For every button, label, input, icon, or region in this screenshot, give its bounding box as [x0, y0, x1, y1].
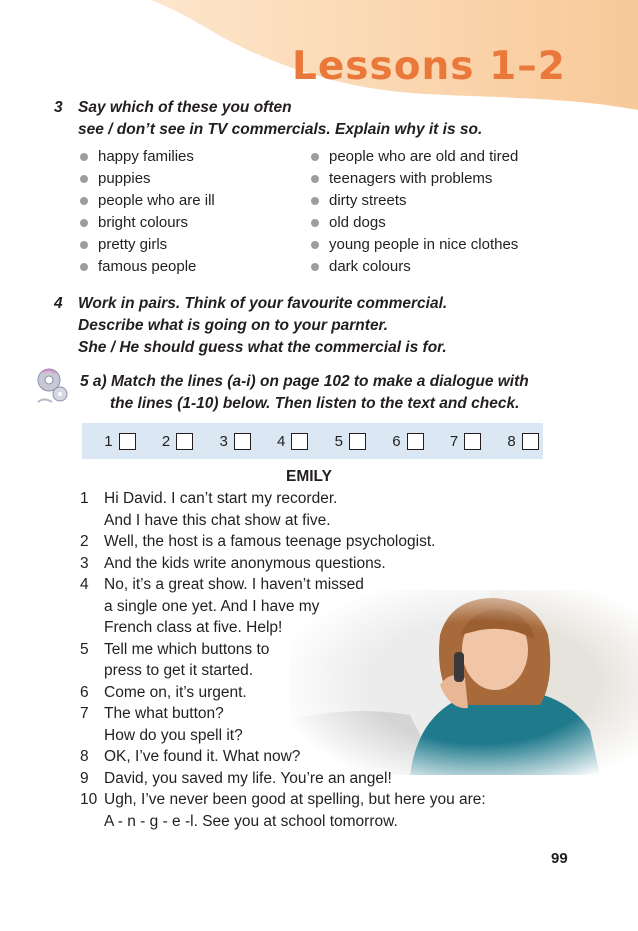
answer-box[interactable]: [485, 433, 543, 450]
dialogue-line: [80, 488, 540, 531]
line-number: 7: [80, 705, 89, 722]
answer-number: 1: [104, 432, 113, 450]
line-text: Come on, it’s urgent.: [104, 683, 247, 701]
dialogue-line: [80, 531, 540, 553]
list-item: dirty streets: [309, 190, 518, 212]
list-item: people who are ill: [78, 190, 215, 212]
dialogue-lines: [80, 488, 540, 832]
checkbox[interactable]: [291, 433, 308, 450]
line-text: Tell me which buttons to: [104, 640, 270, 658]
dialogue-line: [80, 789, 540, 832]
line-text: OK, I’ve found it. What now?: [104, 748, 301, 765]
answer-box[interactable]: [312, 433, 370, 450]
page-number: 99: [551, 850, 568, 867]
list-item: young people in nice clothes: [309, 234, 518, 256]
answer-number: 2: [161, 432, 171, 450]
instruction-line: Say which of these you often: [78, 99, 292, 116]
answer-number: 3: [219, 432, 228, 450]
answer-number: 8: [507, 432, 516, 450]
checkbox[interactable]: [119, 433, 136, 450]
line-text: No, it’s a great show. I haven’t missed: [104, 576, 364, 593]
list-item: happy families: [78, 146, 215, 168]
instruction-line: Describe what is going on to your parnter.: [78, 317, 389, 334]
answer-number: 5: [334, 432, 343, 450]
checkbox[interactable]: [234, 433, 251, 450]
line-text: Hi David. I can’t start my recorder.: [104, 490, 338, 507]
line-text: How do you spell it?: [104, 726, 243, 744]
instruction-line: 5 a) Match the lines (a-i) on page 102 to make a dialogue with: [80, 373, 529, 390]
line-number: 3: [80, 554, 89, 572]
list-item: dark colours: [309, 256, 518, 278]
line-number: 10: [80, 791, 98, 808]
line-number: 9: [80, 769, 89, 787]
audio-cd-icon: [34, 364, 72, 408]
dialogue-line: [80, 746, 540, 768]
checkbox[interactable]: [407, 433, 424, 450]
checkbox[interactable]: [176, 433, 193, 450]
dialogue-line: [80, 574, 540, 639]
dialogue-line: [80, 553, 540, 575]
list-item: famous people: [78, 256, 215, 278]
checkbox[interactable]: [464, 433, 481, 450]
dialogue-line: [80, 639, 540, 682]
answer-box[interactable]: [82, 433, 140, 450]
dialogue-line: [80, 682, 540, 704]
line-text: Ugh, I’ve never been good at spelling, but here you are:: [104, 791, 486, 808]
exercise-number: 3: [54, 99, 63, 116]
checkbox[interactable]: [522, 433, 539, 450]
speaker-name: EMILY: [286, 468, 332, 485]
line-number: 2: [80, 533, 89, 550]
exercise-5-instruction: [80, 371, 529, 415]
line-text: The what button?: [104, 705, 224, 722]
page-title: Lessons 1–2: [292, 44, 566, 89]
exercise-number: 4: [54, 295, 63, 312]
instruction-line: She / He should guess what the commercial is for.: [78, 339, 447, 356]
line-text: a single one yet. And I have my: [104, 597, 320, 615]
list-item: teenagers with problems: [309, 168, 518, 190]
instruction-line: Work in pairs. Think of your favourite commercial.: [78, 295, 448, 312]
answer-box[interactable]: [255, 433, 313, 450]
line-text: And I have this chat show at five.: [104, 511, 331, 529]
line-text: Well, the host is a famous teenage psychologist.: [104, 533, 436, 550]
line-text: David, you saved my life. You’re an angel!: [104, 769, 392, 787]
list-item: pretty girls: [78, 234, 215, 256]
line-number: 5: [80, 640, 89, 658]
instruction-line: see / don’t see in TV commercials. Explain why it is so.: [78, 121, 483, 138]
line-number: 4: [80, 576, 89, 593]
exercise-4-instruction: [54, 293, 448, 359]
checkbox[interactable]: [349, 433, 366, 450]
bullet-list-right: [309, 146, 518, 278]
list-item: people who are old and tired: [309, 146, 518, 168]
answer-box[interactable]: [370, 433, 428, 450]
instruction-line: the lines (1-10) below. Then listen to the text and check.: [110, 395, 520, 412]
list-item: old dogs: [309, 212, 518, 234]
list-item: bright colours: [78, 212, 215, 234]
answer-number: 4: [277, 432, 286, 450]
list-item: puppies: [78, 168, 215, 190]
line-text: French class at five. Help!: [104, 619, 283, 636]
answer-box[interactable]: [140, 433, 198, 450]
line-text: And the kids write anonymous questions.: [104, 554, 386, 572]
answer-box[interactable]: [197, 433, 255, 450]
dialogue-line: [80, 703, 540, 746]
answer-number: 7: [449, 432, 459, 450]
dialogue-line: [80, 768, 540, 790]
answer-box-row: [82, 423, 543, 459]
line-number: 8: [80, 748, 89, 765]
line-text: A - n - g - e -l. See you at school tomorrow.: [104, 812, 398, 830]
line-number: 1: [80, 490, 89, 507]
answer-number: 6: [392, 432, 401, 450]
line-number: 6: [80, 683, 89, 701]
bullet-list-left: [78, 146, 215, 278]
answer-box[interactable]: [428, 433, 486, 450]
line-text: press to get it started.: [104, 662, 254, 679]
exercise-3-instruction: [54, 97, 483, 141]
